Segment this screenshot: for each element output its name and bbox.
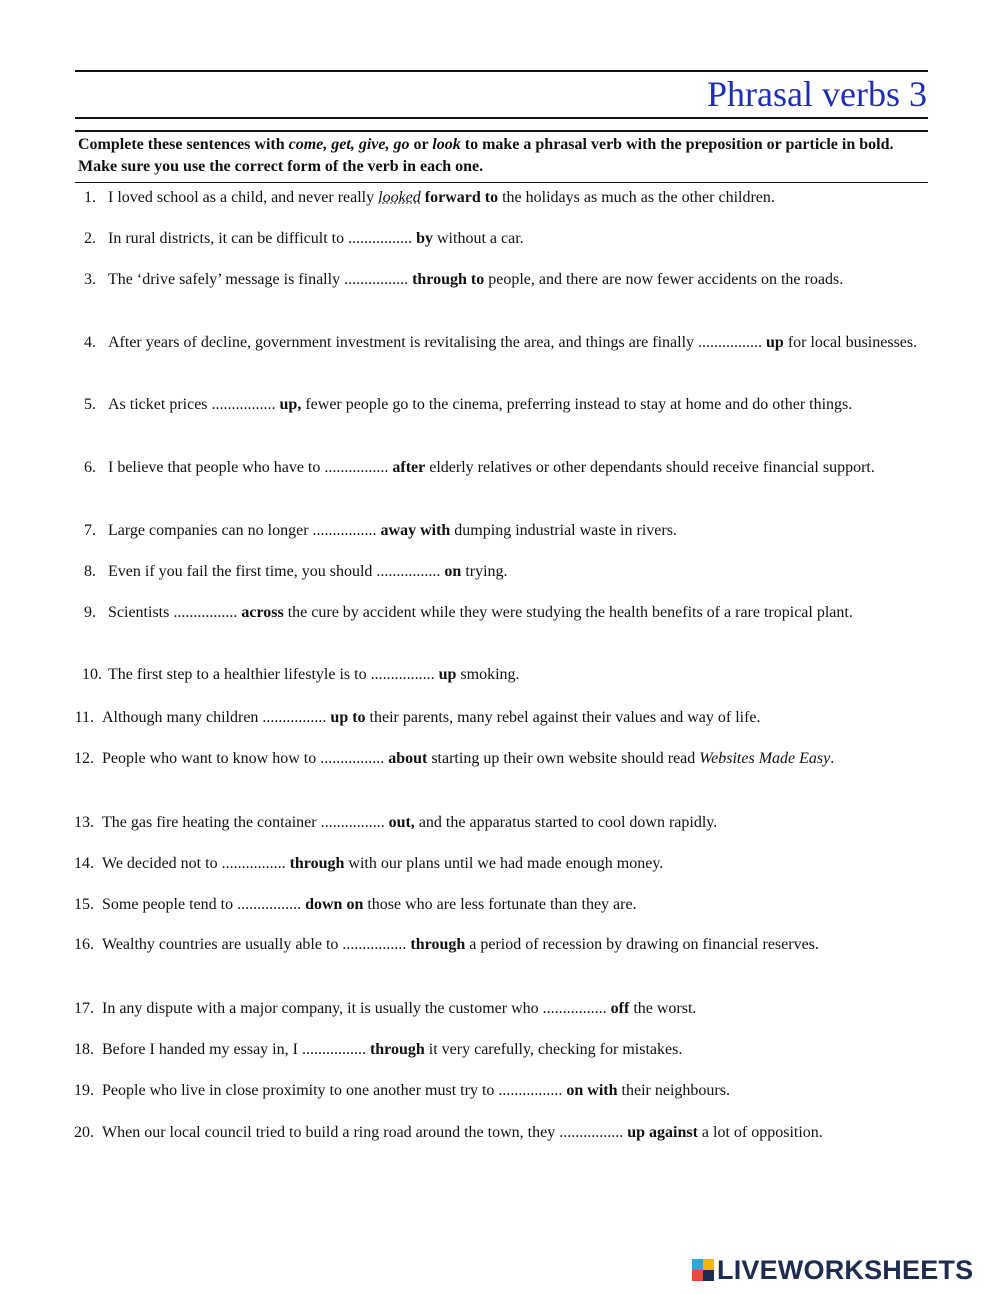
question-18: 18. Before I handed my essay in, I ................ through it very carefully, checking for mistakes. [74,1041,683,1058]
answer-1[interactable]: looked [378,189,421,206]
question-20: 20. When our local council tried to build a ring road around the town, they ................ up against a lot of opposition. [74,1124,823,1141]
question-17: 17. In any dispute with a major company, it is usually the customer who ................ off the worst. [74,1000,697,1017]
question-4: 4. After years of decline, government investment is revitalising the area, and things are finally ................ up for local businesses. [84,334,918,351]
logo-text: LIVEWORKSHEETS [717,1254,974,1285]
answer-blank-2[interactable]: ................ [348,230,413,247]
question-10: 10. The first step to a healthier lifestyle is to ................ up smoking. [82,666,520,683]
logo-square-1 [692,1259,703,1270]
book-title: Websites Made Easy [699,750,831,767]
answer-blank-3[interactable]: ................ [344,271,409,288]
question-6: 6. I believe that people who have to ................ after elderly relatives or other dependants should receive financial support. [84,459,875,476]
answer-blank-18[interactable]: ................ [301,1041,366,1058]
answer-blank-8[interactable]: ................ [376,563,441,580]
question-14: 14. We decided not to ................ through with our plans until we had made enough money. [74,855,664,872]
instructions-bottom-rule [75,182,928,183]
answer-blank-5[interactable]: ................ [211,396,276,413]
answer-blank-16[interactable]: ................ [342,936,407,953]
question-3: 3. The ‘drive safely’ message is finally ................ through to people, and there are now fewer accidents on the roads. [84,271,844,288]
question-7: 7. Large companies can no longer ................ away with dumping industrial waste in rivers. [84,522,677,539]
liveworksheets-logo-icon [692,1259,714,1281]
question-1: 1. I loved school as a child, and never really looked forward to the holidays as much as the other children. [84,189,775,206]
page-title: Phrasal verbs 3 [707,74,927,114]
question-12: 12. People who want to know how to ................ about starting up their own website should read Websites Made Easy. [74,750,835,767]
answer-blank-13[interactable]: ................ [320,814,385,831]
answer-blank-6[interactable]: ................ [324,459,389,476]
answer-blank-7[interactable]: ................ [312,522,377,539]
answer-blank-14[interactable]: ................ [221,855,286,872]
question-9: 9. Scientists ................ across the cure by accident while they were studying the health benefits of a rare tropical plant. [84,604,853,621]
liveworksheets-logo [692,1256,973,1284]
question-13: 13. The gas fire heating the container ................ out, and the apparatus started to cool down rapidly. [74,814,718,831]
question-11: 11. Although many children ................ up to their parents, many rebel against their values and way of life. [74,709,761,726]
title-rule [75,117,928,119]
answer-blank-4[interactable]: ................ [698,334,763,351]
answer-blank-19[interactable]: ................ [498,1082,563,1099]
verb-look: look [432,136,461,153]
logo-square-2 [703,1259,714,1270]
answer-blank-11[interactable]: ................ [262,709,327,726]
answer-blank-17[interactable]: ................ [542,1000,607,1017]
logo-square-3 [692,1270,703,1281]
question-15: 15. Some people tend to ................ down on those who are less fortunate than they are. [74,896,637,913]
answer-blank-9[interactable]: ................ [173,604,238,621]
question-16: 16. Wealthy countries are usually able to ................ through a period of recession by drawing on financial reserves. [74,936,819,953]
logo-square-4 [703,1270,714,1281]
answer-blank-10[interactable]: ................ [370,666,435,683]
verb-list: come, get, give, go [288,136,410,153]
instructions-top-rule [75,130,928,132]
question-8: 8. Even if you fail the first time, you should ................ on trying. [84,563,508,580]
answer-blank-12[interactable]: ................ [320,750,385,767]
question-5: 5. As ticket prices ................ up, fewer people go to the cinema, preferring instead to stay at home and do other things. [84,396,853,413]
instructions: Complete these sentences with come, get, give, go or look to make a phrasal verb with the preposition or particle in bold. Make sure you use the correct form of the verb in each one. [78,136,894,175]
answer-blank-15[interactable]: ................ [237,896,302,913]
question-19: 19. People who live in close proximity to one another must try to ................ on with their neighbours. [74,1082,730,1099]
answer-blank-20[interactable]: ................ [559,1124,624,1141]
question-2: 2. In rural districts, it can be difficult to ................ by without a car. [84,230,524,247]
